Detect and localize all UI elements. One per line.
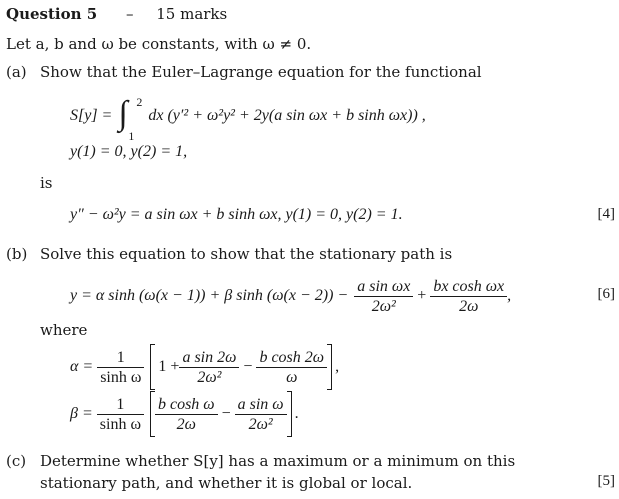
part-a-marks: [4] xyxy=(597,206,615,222)
alpha-prefactor-den: sinh ω xyxy=(100,368,142,386)
alpha-right-bracket xyxy=(327,344,332,390)
integrand: dx (y′² + ω²y² + 2y(a sin ωx + b sinh ωx)) , xyxy=(148,107,426,124)
path-frac-1-den: 2ω² xyxy=(371,297,396,315)
path-frac-1 xyxy=(354,277,413,316)
is-text: is xyxy=(40,174,53,192)
part-c-line-1: Determine whether S[y] has a maximum or a minimum on this xyxy=(40,452,516,470)
alpha-term-2-den: ω xyxy=(286,368,298,386)
functional-lhs: S[y] = xyxy=(70,107,113,124)
path-frac-1-num: a sin ωx xyxy=(354,277,413,297)
beta-definition xyxy=(70,392,299,436)
beta-term-2 xyxy=(235,395,287,434)
part-c-line-2: stationary path, and whether it is global or local. xyxy=(40,474,413,492)
alpha-minus: − xyxy=(243,358,253,375)
beta-prefactor-den: sinh ω xyxy=(99,415,141,433)
path-frac-2-den: 2ω xyxy=(459,297,479,315)
question-marks: 15 marks xyxy=(156,5,228,23)
intro-text: Let a, b and ω be constants, with ω ≠ 0. xyxy=(6,35,312,53)
integral-sign: ∫ 2 1 xyxy=(116,96,142,136)
beta-term-2-den: 2ω² xyxy=(248,415,273,433)
alpha-prefactor-num: 1 xyxy=(97,348,144,368)
path-plus: + xyxy=(417,287,427,304)
stationary-path xyxy=(70,274,511,318)
euler-lagrange-equation: y″ − ω²y = a sin ωx + b sinh ωx, y(1) = 0, y(2) = 1. xyxy=(70,206,403,223)
part-a-label: (a) xyxy=(6,63,27,81)
beta-prefactor xyxy=(97,395,144,434)
path-frac-2-num: bx cosh ωx xyxy=(430,277,507,297)
path-end: , xyxy=(507,287,512,304)
part-a-prompt: Show that the Euler–Lagrange equation for the functional xyxy=(40,63,482,81)
part-c-label: (c) xyxy=(6,452,27,470)
question-header xyxy=(6,5,227,23)
integral-lower-limit: 1 xyxy=(128,129,135,143)
alpha-term-1-num: a sin 2ω xyxy=(179,348,239,368)
integral-upper-limit: 2 xyxy=(136,95,143,109)
beta-term-1 xyxy=(155,395,218,434)
alpha-term-2 xyxy=(256,348,327,387)
alpha-term-1 xyxy=(179,348,239,387)
alpha-definition xyxy=(70,345,339,389)
functional-definition xyxy=(70,95,426,143)
part-b-marks: [6] xyxy=(597,286,615,302)
part-b-label: (b) xyxy=(6,245,28,263)
beta-lhs: β = xyxy=(70,405,93,422)
beta-prefactor-num: 1 xyxy=(97,395,144,415)
alpha-term-1-den: 2ω² xyxy=(197,368,222,386)
alpha-lhs: α = xyxy=(70,358,94,375)
part-b-prompt: Solve this equation to show that the stationary path is xyxy=(40,245,453,263)
beta-minus: − xyxy=(221,405,231,422)
path-lhs: y = α sinh (ω(x − 1)) + β sinh (ω(x − 2)) − xyxy=(70,287,349,304)
beta-end: . xyxy=(294,405,299,422)
alpha-left-bracket xyxy=(150,344,155,390)
path-frac-2 xyxy=(430,277,507,316)
beta-right-bracket xyxy=(287,391,292,437)
alpha-term-2-num: b cosh 2ω xyxy=(256,348,327,368)
alpha-prefactor xyxy=(97,348,144,387)
boundary-conditions: y(1) = 0, y(2) = 1, xyxy=(70,143,188,160)
beta-term-2-num: a sin ω xyxy=(235,395,287,415)
beta-term-1-den: 2ω xyxy=(176,415,196,433)
part-c-marks: [5] xyxy=(597,473,615,489)
question-title: Question 5 xyxy=(6,5,98,23)
alpha-one-plus: 1 + xyxy=(158,358,180,375)
where-text: where xyxy=(40,321,88,339)
beta-term-1-num: b cosh ω xyxy=(155,395,218,415)
header-dash: – xyxy=(125,5,134,23)
alpha-end: , xyxy=(335,358,340,375)
